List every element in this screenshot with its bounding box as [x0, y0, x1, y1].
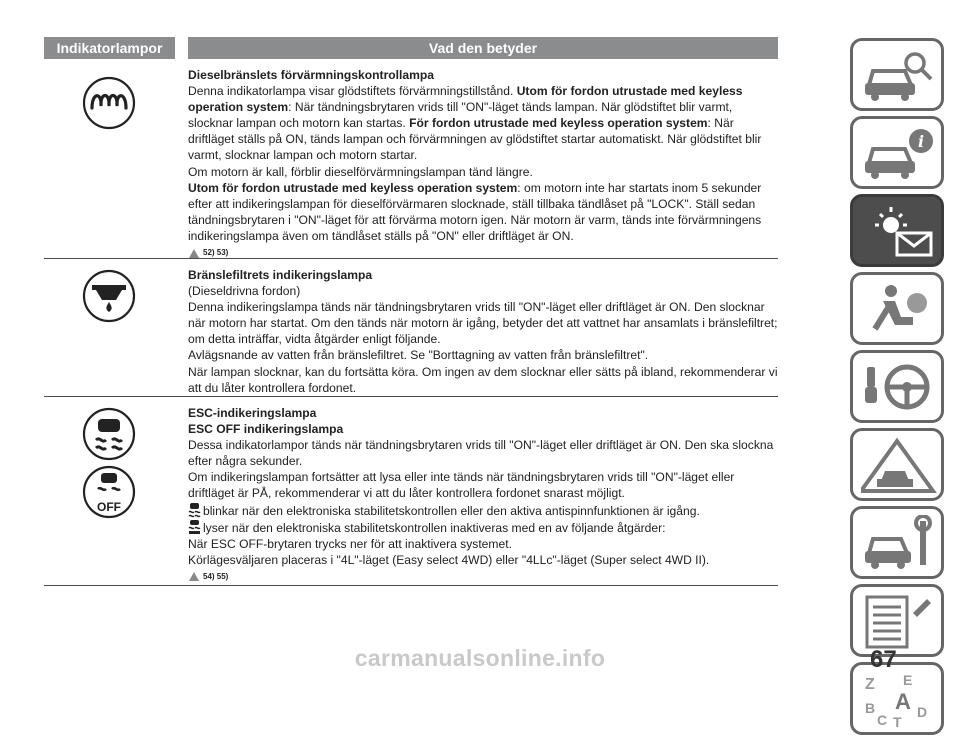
- tab-car-search[interactable]: [850, 38, 944, 111]
- svg-text:D: D: [917, 704, 928, 720]
- svg-text:C: C: [877, 712, 888, 728]
- key-steering-wheel-icon: [861, 359, 937, 417]
- alphabet-index-icon: [861, 671, 937, 729]
- fuel-filter-paragraph-3: Avlägsnande av vatten från bränslefiltret. Se "Borttagning av vatten från bränslefiltret".: [188, 348, 649, 363]
- car-search-icon: [861, 47, 937, 105]
- tab-driving[interactable]: [850, 350, 944, 423]
- bold-span: För fordon utrustade med keyless operation system: [409, 116, 708, 131]
- fuel-filter-title: Bränslefiltrets indikeringslampa: [188, 268, 373, 282]
- car-wrench-icon: [861, 515, 937, 573]
- glow-plug-indicator-icon: [82, 76, 136, 130]
- bold-span: Utom för fordon utrustade med keyless operation system: [188, 180, 518, 195]
- svg-text:T: T: [893, 714, 902, 729]
- checklist-icon: [861, 593, 937, 651]
- text-span: Denna indikatorlampa visar glödstiftets förvärmningstillstånd.: [188, 84, 517, 99]
- tab-car-info[interactable]: [850, 116, 944, 189]
- warning-book-icon: [188, 571, 200, 582]
- car-info-icon: [861, 125, 937, 183]
- page-number: 67: [870, 646, 897, 673]
- esc-paragraph-3: [188, 502, 778, 519]
- svg-text:A: A: [895, 689, 911, 714]
- esc-indicator-icon: [82, 407, 136, 461]
- svg-text:E: E: [903, 672, 913, 688]
- tab-warning-lights[interactable]: [850, 194, 944, 267]
- row-divider: [44, 585, 778, 586]
- text-span: lyser när den elektroniska stabilitetskontrollen inaktiveras med en av följande åtgärder:: [203, 520, 666, 535]
- esc-off-indicator-icon: [82, 465, 136, 519]
- fuel-filter-paragraph-1: (Dieseldrivna fordon): [188, 284, 301, 299]
- svg-text:i: i: [917, 132, 925, 151]
- svg-text:Z: Z: [865, 676, 875, 693]
- glow-plug-paragraph-3: [188, 180, 778, 244]
- warning-references: [188, 569, 778, 585]
- esc-off-inline-icon: [188, 519, 201, 535]
- esc-section: [188, 405, 778, 585]
- esc-paragraph-2: Om indikeringslampan fortsätter att lysa eller inte tänds när tändningsbrytaren vrids till "ON"-läget eller driftläget är PÅ, rekommenderar vi att du låter kontrollera fordonet snarast möjligt.: [188, 470, 735, 501]
- tab-safety[interactable]: [850, 272, 944, 345]
- esc-title: ESC-indikeringslampa: [188, 406, 317, 420]
- ref-numbers: 54) 55): [203, 571, 229, 581]
- fuel-filter-indicator-icon: [82, 269, 136, 323]
- row-divider: [44, 258, 778, 259]
- glow-plug-title: Dieselbränslets förvärmningskontrollampa: [188, 68, 434, 82]
- glow-plug-section: [188, 67, 778, 261]
- esc-paragraph-4: [188, 519, 778, 536]
- airbag-seat-icon: [861, 281, 937, 339]
- esc-paragraph-5: När ESC OFF-brytaren trycks ner för att inaktivera systemet.: [188, 536, 512, 551]
- header-indicator-lamps: Indikatorlampor: [44, 37, 175, 59]
- text-span: : När driftläget ställs på ON, tänds lampan och förvärmningen av glödstiftet startar automatiskt. När glödstiftet blir varmt, slocknar lampan och motorn startar.: [188, 116, 762, 163]
- row-divider: [44, 396, 778, 397]
- esc-inline-icon: [188, 502, 201, 518]
- warning-light-envelope-icon: [861, 203, 937, 261]
- ref-numbers: 52) 53): [203, 248, 229, 258]
- svg-text:B: B: [865, 700, 876, 716]
- watermark: carmanualsonline.info: [354, 645, 606, 671]
- esc-paragraph-6: Körlägesväljaren placeras i "4L"-läget (Easy select 4WD) eller "4LLc"-läget (Super select 4WD II).: [188, 552, 710, 567]
- fuel-filter-paragraph-2: Denna indikeringslampa tänds när tändningsbrytaren vrids till "ON"-läget eller driftläget är ON. Den slocknar när motorn har startat. Om den tänds när motorn är igång, betyder det att vattnet har ansamlats i bränslefiltret; om detta inträffar, vidta åtgärder enligt följande.: [188, 300, 778, 347]
- text-span: : om motorn inte har startats inom 5 sekunder efter att indikeringslampan för dieselförvärmaren slocknade, ställ tillbaka tändlåset på "LOCK". Ställ sedan tändningsbrytaren i "ON"-läget för att förvärma motorn igen. När motorn är varm, tänds inte förvärmningens indikeringslampa även om tändlåset ställs på "ON" eller driftläget är ON.: [188, 180, 762, 243]
- tab-maintenance[interactable]: [850, 506, 944, 579]
- warning-book-icon: [188, 248, 200, 259]
- fuel-filter-section: [188, 267, 778, 396]
- glow-plug-paragraph-2: Om motorn är kall, förblir dieselförvärmningslampan tänd längre.: [188, 164, 533, 179]
- glow-plug-paragraph-1: [188, 83, 778, 163]
- header-meaning: Vad den betyder: [188, 37, 778, 59]
- esc-off-title: ESC OFF indikeringslampa: [188, 422, 344, 437]
- text-span: blinkar när den elektroniska stabilitetskontrollen eller den aktiva antispinnfunktionen är igång.: [203, 503, 700, 518]
- bold-span: Utom för fordon utrustade med keyless operation system: [188, 84, 743, 115]
- text-span: : När tändningsbrytaren vrids till "ON"-läget tänds lampan. När glödstiftet blir varmt, slocknar lampan och motorn kan startas.: [188, 100, 733, 131]
- tab-emergency[interactable]: [850, 428, 944, 501]
- esc-off-label: OFF: [97, 500, 121, 514]
- esc-paragraph-1: Dessa indikatorlampor tänds när tändningsbrytaren vrids till "ON"-läget eller driftläget är ON. Den ska slockna efter några sekunder.: [188, 438, 774, 469]
- chapter-tabs: [850, 38, 950, 740]
- warning-triangle-car-icon: [861, 437, 937, 495]
- fuel-filter-paragraph-4: När lampan slocknar, kan du fortsätta köra. Om ingen av dem slocknar eller sätts på ibland, rekommenderar vi att du låter kontrollera fordonet.: [188, 364, 778, 395]
